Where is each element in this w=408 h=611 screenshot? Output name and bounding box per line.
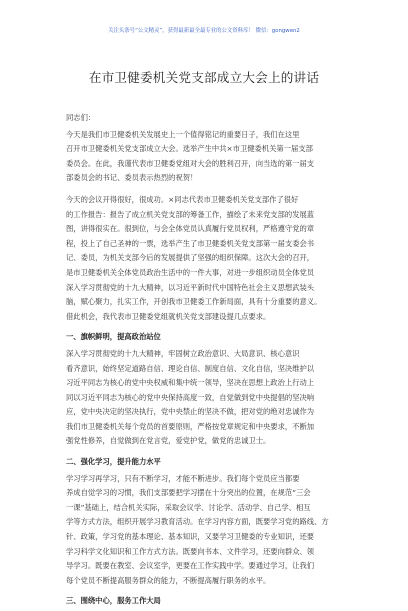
- paragraph-line: 学习学习再学习，只有不断学习，才能不断进步。我们每个党员应当都要: [66, 473, 300, 483]
- paragraph-line: 每个党员不断提高服务群众的能力，不断提高履行职务的水平。: [66, 575, 271, 585]
- paragraph-line: 今天是我们市卫健委机关发展史上一个值得铭记的重要日子，我们在这里: [66, 129, 300, 139]
- section-heading: 二、强化学习，提升能力水平: [66, 457, 161, 467]
- speech-title: 在市卫健委机关党支部成立大会上的讲话: [88, 70, 320, 85]
- paragraph-line: 图，讲得很实在。很到位，与会全体党员认真履行党员权利，严格遵守党的章: [66, 224, 315, 234]
- paragraph: [66, 193, 344, 324]
- paragraph-line: 脑，赋心聚力，扎实工作，开创我市卫健委工作新局面，具有十分重要的意义。: [66, 297, 322, 307]
- paragraph-line: 部委员会的书记、委员表示热烈的祝贺！: [66, 173, 198, 183]
- paragraph-line: 应，党中央决定的坚决执行，党中央禁止的坚决不做，把对党的绝对忠诚作为: [66, 407, 315, 417]
- speech-body: [66, 111, 344, 611]
- paragraph-line: 看齐意识，始终坚定道路自信、理论自信、制度自信、文化自信，坚决维护以: [66, 363, 315, 373]
- paragraph-line: 委员会。在此，我谨代表市卫健委党组对大会的胜利召开，向当选的第一届支: [66, 158, 315, 168]
- paragraph-line: 习近平同志为核心的党中央权威和集中统一领导，坚决在思想上政治上行动上: [66, 378, 315, 388]
- paragraph: [66, 347, 344, 449]
- paragraph-line: 学等方式方法，组织开展学习教育活动。在学习内容方面，既要学习党的路线、方: [66, 517, 329, 527]
- paragraph-line: 我们市卫健委机关每个党员的首要原则，严格按党章规定和中央要求，不断加: [66, 421, 315, 431]
- paragraph-line: 记、委员，为机关支部今后的发展提供了坚强的组织保障。这次大会的召开，: [66, 253, 315, 263]
- paragraph-line: 养成自觉学习的习惯，我们支部要把学习摆在十分突出的位置，在规范“三会: [66, 488, 311, 498]
- paragraph-line: 深入学习贯彻党的十九大精神，以习近平新时代中国特色社会主义思想武装头: [66, 282, 315, 292]
- paragraph-line: 强党性修养，自觉做到在党言党，爱党护党，做党的忠诚卫士。: [66, 436, 271, 446]
- paragraph-line: 针、政策，学习党的基本理论、基本知识，又要学习卫健委的专业知识，还要: [66, 532, 315, 542]
- paragraph-line: 的工作报告：报告了成立机关党支部的筹备工作，描绘了未来党支部的发展蓝: [66, 209, 315, 219]
- paragraph-line: 程，投上了自己圣神的一票，选举产生了市卫健委机关党支部第一届支委会书: [66, 238, 315, 248]
- paragraph-line: 学习科学文化知识和工作方式方法。既要向书本、文件学习，还要向群众、领: [66, 546, 315, 556]
- paragraph-line: 一课”基础上，结合机关实际，采取会议学、讨论学、活动学、自己学、相互: [66, 502, 311, 512]
- paragraph-line: 是市卫健委机关全体党员政治生活中的一件大事，对进一步组织动员全体党员: [66, 267, 315, 277]
- paragraph-line: 深入学习贯彻党的十九大精神，牢固树立政治意识、大局意识、核心意识: [66, 348, 300, 358]
- paragraph-line: 召开市卫健委机关党支部成立大会。选举产生中共×市卫健委机关第一届支部: [66, 144, 313, 154]
- header-banner[interactable]: 关注头条号“公文精灵”，获得最新最全最专业的公文资料库！ 微信：gongwen2: [108, 28, 300, 34]
- paragraph-line: 借此机会，我代表市卫健委党组就机关党支部建设提几点要求。: [66, 311, 271, 321]
- paragraph: [66, 472, 344, 589]
- paragraph: [66, 128, 344, 186]
- salutation: 同志们：: [66, 113, 96, 122]
- paragraph-line: 今天的会议开得很好，很成功。×同志代表市卫健委机关党支部作了很好: [66, 194, 299, 204]
- section-heading: 三、围绕中心，服务工作大局: [66, 596, 161, 606]
- section-heading: 一、旗帜鲜明，提高政治站位: [66, 332, 161, 342]
- paragraph-line: 同以习近平同志为核心的党中央保持高度一致，自觉做到党中央提倡的坚决响: [66, 392, 315, 402]
- paragraph-line: 导学习。既要在教室、会议室学，更要在工作实践中学。要通过学习，让我们: [66, 561, 315, 571]
